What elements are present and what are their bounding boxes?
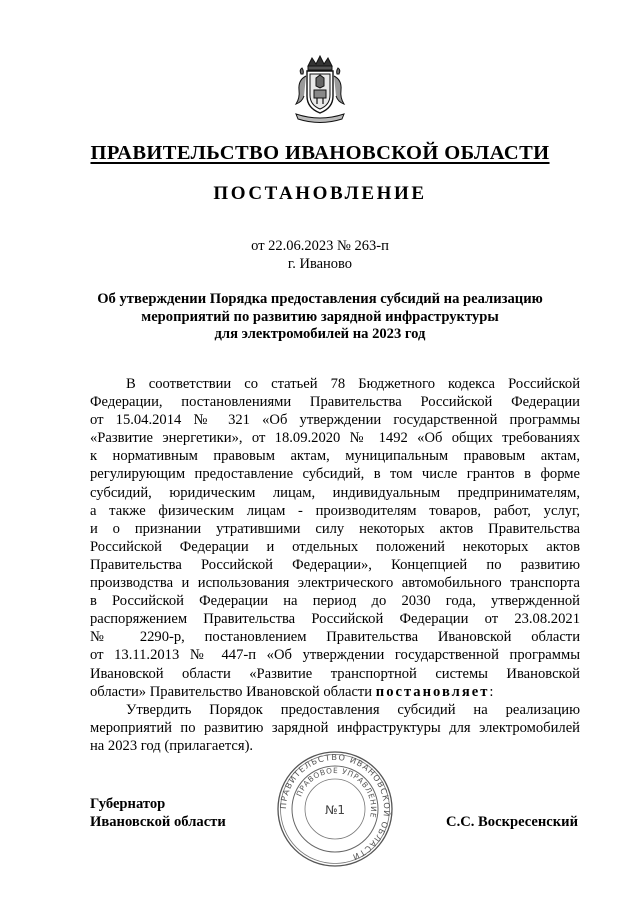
document-title [90, 291, 550, 344]
body-line: Российской Федерации и отдельных положений некоторых актов [90, 538, 580, 555]
date-and-place [0, 237, 640, 273]
body-line: субсидий, юридическим лицам, индивидуальным предпринимателям, [90, 484, 580, 501]
date-number: от 22.06.2023 № 263-п [251, 238, 389, 254]
body-text: области» Правительство Ивановской области [90, 683, 376, 700]
document-body [90, 375, 580, 755]
body-line: на 2023 год (прилагается). [90, 737, 254, 754]
signatory-title-line: Ивановской области [90, 814, 226, 830]
stamp-outer-text: ПРАВИТЕЛЬСТВО ИВАНОВСКОЙ ОБЛАСТИ [277, 751, 393, 863]
title-line: мероприятий по развитию зарядной инфраструктуры [141, 308, 499, 325]
body-line: от 15.04.2014 № 321 «Об утверждении государственной программы [90, 412, 580, 429]
decree-colon: : [489, 683, 494, 700]
document-type: ПОСТАНОВЛЕНИЕ [213, 183, 427, 204]
body-line: регулирующим предоставление субсидий, в том числе грантов в форме [90, 466, 580, 483]
stamp-inner-text: ПРАВОВОЕ УПРАВЛЕНИЕ [294, 765, 379, 820]
body-line: мероприятий по развитию зарядной инфраструктуры для электромобилей [90, 719, 580, 736]
body-line: В соответствии со статьей 78 Бюджетного кодекса Российской [126, 376, 580, 392]
body-line: № 2290-р, постановлением Правительства Ивановской области [90, 629, 580, 646]
coat-of-arms-icon [290, 52, 350, 126]
signatory-title [90, 795, 226, 831]
city: г. Иваново [287, 256, 353, 272]
body-line: распоряжением Правительства Российской Федерации от 23.08.2021 [90, 611, 580, 628]
decree-word: постановляет [375, 683, 490, 700]
body-line: и о признании утратившими силу некоторых актов Правительства [90, 520, 580, 537]
body-line: от 13.11.2013 № 447-п «Об утверждении государственной программы [90, 647, 580, 664]
body-line-decree [90, 683, 580, 701]
signatory-title-line: Губернатор [90, 796, 166, 812]
body-line: Правительства Российской Федерации», Концепцией по развитию [90, 556, 580, 573]
body-line: производства и использования электрического автомобильного транспорта [90, 575, 580, 592]
issuing-authority [0, 142, 640, 165]
body-line: «Развитие энергетики», от 18.09.2020 № 1492 «Об общих требованиях [90, 430, 580, 447]
body-line: Утвердить Порядок предоставления субсидий на реализацию [126, 701, 580, 718]
title-line: для электромобилей на 2023 год [214, 326, 426, 343]
body-line: к нормативным правовым актам, муниципальным правовым актам, [90, 448, 580, 465]
authority-text: ПРАВИТЕЛЬСТВО ИВАНОВСКОЙ ОБЛАСТИ [90, 142, 550, 164]
signatory-name: С.С. Воскресенский [446, 814, 578, 830]
body-line: Федерации, постановлениями Правительства Российской Федерации [90, 394, 580, 411]
body-line: а также физическим лицам - производителям товаров, работ, услуг, [90, 502, 580, 519]
title-line: Об утверждении Порядка предоставления субсидий на реализацию [97, 291, 543, 307]
body-line: Ивановской области «Развитие транспортной системы Ивановской [90, 665, 580, 682]
stamp-number: №1 [324, 803, 346, 817]
body-line: в Российской Федерации на период до 2030 года, утвержденной [90, 593, 580, 610]
